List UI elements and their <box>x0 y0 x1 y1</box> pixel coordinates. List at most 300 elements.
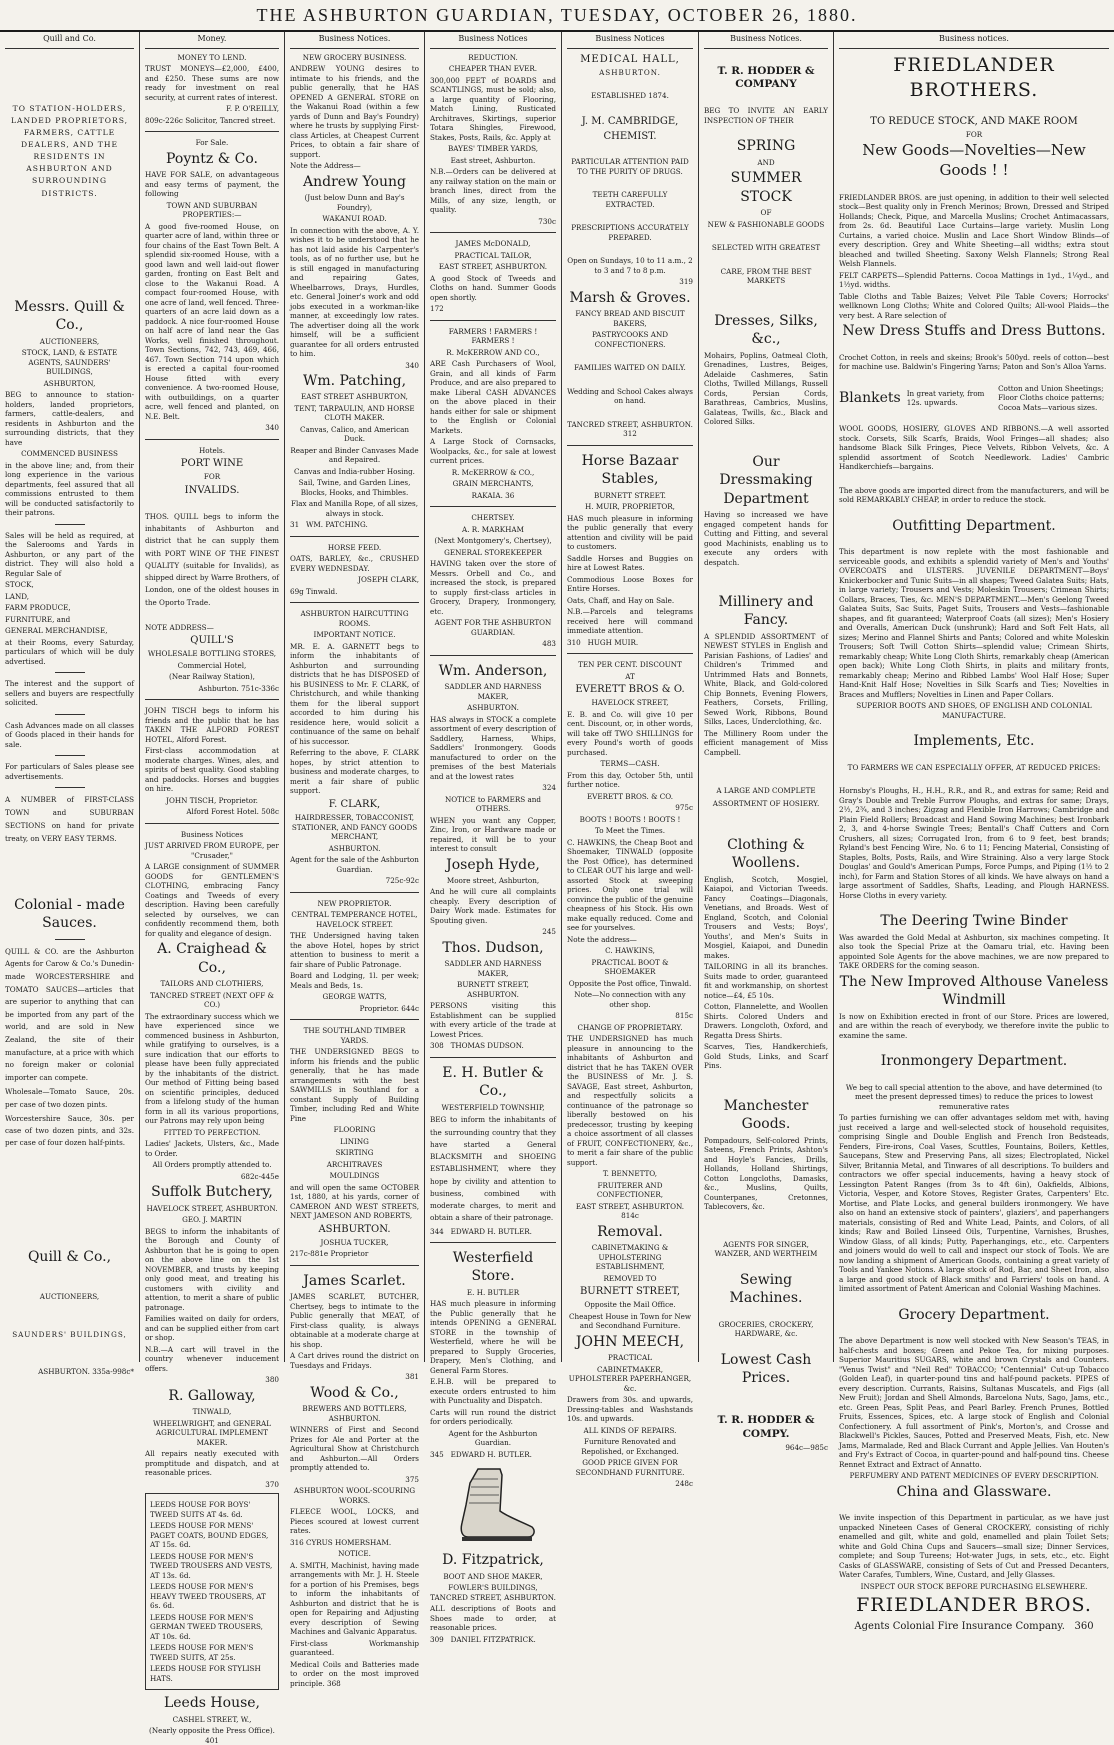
ref-number: 319 <box>679 277 693 287</box>
text-block: PRESCRIPTIONS ACCURATELY PREPARED. <box>571 223 689 242</box>
ref-number: 248c <box>675 1479 693 1489</box>
text-block: in the above line; and, from their long experience in the various departments, feel assured that all commissions entrusted to them will be conducted satisfactorily to their patrons. <box>5 460 134 518</box>
text-block: Saddle Horses and Buggies on hire at Lowest Rates. <box>567 553 693 573</box>
text-block: NOTE ADDRESS— <box>145 622 214 632</box>
section-heading: Sewing Machines. <box>729 1271 803 1307</box>
text-block: Drawers from 30s. and upwards, Dressing-tables and Washstands 10s. and upwards. <box>567 1395 693 1424</box>
firm-name: Poyntz & Co. <box>166 150 258 167</box>
text-block: FOWLER'S BUILDINGS, TANCRED STREET, ASHBURTON. <box>430 1583 556 1602</box>
text-block: BAYES' TIMBER YARDS, <box>447 144 539 154</box>
text-block: Cotton and Union Sheetings; Floor Cloths choice patterns; Cocoa Mats—various sizes. <box>998 383 1105 412</box>
column-quill <box>0 32 140 1377</box>
text-block: OF <box>760 208 772 218</box>
text-block: (Just below Dunn and Bay's Foundry), <box>304 193 405 212</box>
text-block: E. H. BUTLER <box>466 1287 520 1297</box>
ref-number: 975c <box>675 803 693 813</box>
text-block: Moore street, Ashburton, <box>446 875 540 885</box>
ref-number: 964c—985c <box>785 1443 828 1453</box>
text-block: Solicitor, Tancred street. <box>185 115 276 125</box>
text-block: Having so increased we have engaged competent hands for Cutting and Fitting, and several good Machinists, enabling us to execute any orders with despatch. <box>704 510 828 567</box>
text-block: NEW & FASHIONABLE GOODS <box>707 219 825 229</box>
text-block: East street, Ashburton. <box>450 155 536 165</box>
ref-number: 31 <box>290 520 300 530</box>
text-block: BEGS to inform the inhabitants of the Borough and County of Ashburton that he is going to open on the above line on the 1st NOVEMBER, and trusts by keeping only good meat, and treating his customers with civility and attention, to merit a share of public patronage. <box>145 1226 279 1312</box>
column-heading: Money. <box>145 32 279 49</box>
text-block: EDWARD H. BUTLER. <box>450 1226 532 1236</box>
text-block: TEETH CAREFULLY EXTRACTED. <box>592 190 668 209</box>
column-heading: Business notices. <box>839 32 1109 49</box>
text-block: Ladies' Jackets, Ulsters, &c., Made to Order. <box>145 1139 279 1158</box>
column-business-2 <box>425 32 562 1644</box>
ref-number: 725c-92c <box>385 876 419 886</box>
ref-number: 644c <box>401 1003 419 1013</box>
text-block: ALL KINDS OF REPAIRS. <box>583 1425 677 1435</box>
text-block: BURNETT STREET. <box>594 490 666 500</box>
text-block: GEORGE WATTS, <box>322 992 387 1002</box>
text-block: Table Cloths and Table Baizes; Velvet Pile Table Covers; Horrocks' wellknown Long Cloths; White and Colored Quilts; All-wool Plaids—the very best. A Rare selection of <box>839 291 1109 320</box>
section-heading: Business Notices <box>180 829 244 839</box>
text-block: Note—No connection with any other shop. <box>574 990 686 1009</box>
list-item: LEEDS HOUSE FOR STYLISH HATS. <box>150 1664 261 1683</box>
masthead-title: THE ASHBURTON GUARDIAN, TUESDAY, OCTOBER 26, 1880. <box>256 5 858 25</box>
text-block: C. HAWKINS, <box>605 946 655 956</box>
text-block: SUPERIOR BOOTS AND SHOES, OF ENGLISH AND COLONIAL MANUFACTURE. <box>856 701 1092 720</box>
column-business-3 <box>562 32 699 1489</box>
text-block: HAVELOCK STREET, <box>591 698 669 708</box>
text-block: PERSONS visiting this Establishment can be supplied with every article of the trade at Lowest Prices. <box>430 1001 556 1039</box>
text-block: A good five-roomed House, on quarter acre of land, within three or four chains of the East Town Belt. A splendid six-roomed House, with a good lawn and well laid-out flower garden, fronting on East Belt and close to the Wakanui Road. A compact four-roomed House, with one acre of land, well fenced. Three-quarters of an acre laid down as a paddock. A nice four-roomed House on half acre of land near the Gas Works, well finished throughout. Town Sections, 742, 743, 469, 466, 467. Town Section 714 upon which is erected a capital four-roomed House fitted with every convenience. A two-roomed House, with outbuildings, on a quarter acre, well fenced and planted, on N.E. Belt. <box>145 221 279 421</box>
text-block: SADDLER AND HARNESS MAKER, <box>444 959 542 978</box>
ref-number: 508c <box>261 807 279 817</box>
masthead <box>0 0 1114 32</box>
section-heading: MONEY TO LEND. <box>177 52 247 62</box>
text-block: A Large Stock of Cornsacks, Woolpacks, &c., for sale at lowest current prices. <box>430 437 556 466</box>
section-heading: CHANGE OF PROPRIETARY. <box>577 1022 683 1032</box>
text-block: N.B.—A cart will travel in the country whenever inducement offers. <box>145 1344 279 1373</box>
text-block: Tinwald. <box>306 586 338 596</box>
list-item: GENERAL MERCHANDISE, <box>5 626 108 636</box>
text-block: Note the address— <box>567 934 637 944</box>
section-heading: China and Glassware. <box>896 1483 1052 1500</box>
firm-name: EVERETT BROS & O. <box>575 684 685 696</box>
section-heading: The Deering Twine Binder <box>880 913 1068 930</box>
text-block: WHEELWRIGHT, and GENERAL AGRICULTURAL IMPLEMENT MAKER. <box>153 1418 271 1447</box>
text-block: Agent for the sale of the Ashburton Guardian. <box>290 855 419 874</box>
text-block: ANDREW YOUNG desires to intimate to his friends, and the public generally, that he HAS OPENED A GENERAL STORE on the Wakanui Road (within a few yards of Dunn and Bay's Foundry) where he trusts by supplying First-class Articles, at Cheapest Current Prices, to obtain a fair share of support. <box>290 64 419 159</box>
text-block: CABINETMAKER, UPHOLSTERER PAPERHANGER, &c. <box>568 1364 692 1393</box>
text-block: FOR <box>203 472 221 482</box>
text-block: BEG to inform the inhabitants of the surrounding country that they have started a General BLACKSMITH and SHOEING ESTABLISHMENT, where they hope by civility and attention to business, combined with moderate charges, to merit and obtain a share of their patronage. <box>430 1115 556 1223</box>
text-block: WINNERS of First and Second Prizes for Ale and Porter at the Agricultural Show at Christchurch and Ashburton.—All Orders promptly attended to. <box>290 1425 419 1473</box>
text-block: OATS, BARLEY, &c., CRUSHED EVERY WEDNESDAY. <box>290 554 419 573</box>
text-block: WOOL GOODS, HOSIERY, GLOVES AND RIBBONS.—A well assorted stock. Corsets, Silk Scarfs, Braids, Wool Fringes—all shades; also handsome Black Silk Fringes, Piece Velvets, Ribbon Velvets, &c. A splendid assortment of Scotch Needlework. Ladies' Cambric Handkerchiefs—bargains. <box>839 424 1109 472</box>
text-block: RAKAIA. <box>471 490 503 500</box>
list-item: MOULDINGS <box>329 1171 380 1181</box>
firm-name: D. Fitzpatrick, <box>442 1552 544 1569</box>
text-block: Wedding and School Cakes always on hand. <box>567 386 693 406</box>
text-block: Cheapest House in Town for New and Secondhand Furniture. <box>568 1311 692 1331</box>
text-block: CASHEL STREET, W., <box>172 1714 252 1724</box>
firm-name: Quill & Co., <box>27 1248 112 1265</box>
text-block: For particulars of Sales please see advertisements. <box>5 762 134 781</box>
text-block: E.H.B. will be prepared to execute orders entrusted to him with Punctuality and Dispatch. <box>430 1377 556 1406</box>
column-heading: Business Notices <box>430 32 556 49</box>
firm-name: Andrew Young <box>303 173 406 190</box>
firm-name: A. Craighead & Co., <box>157 941 267 976</box>
ref-number: 730c <box>538 216 556 226</box>
ref-number: 217c-881e <box>290 1249 329 1259</box>
text-block: The above Department is now well stocked with New Season's TEAS, in half-chests and boxes; Green and Pekoe Tea, for mixing purposes. Superior Mauritius SUGARS, white and brown Crystals and Counters. "Venus Twist" and "Neil Red" TOBACCO; "Centennial" Cut-up Tobacco (Golden Leaf), in quarter-pound tins and half-pound packets. PIPES of every description. Currants, Raisins, Sultanas Muscatels, and Figs (all New Fruit); Jordan and Shell Almonds, Barcelona Nuts, Sago, Jams, etc., etc. Green Peas, Split Peas, and Pearl Barley. French Prunes, Bottled Fruits, Essences, Spices, etc. A large stock of English and Colonial Confectionery. A full assortment of Pink's, Morton's, and Crosse and Blackwell's Pickles, Sauces, Potted and Preserved Meats, Fish, etc. New Jams, Marmalade, Red and Black Currant and Apple Jellies. Van Houten's and Fry's Extract of Cocoa, in quarter-pound and half-pound tins. Cheese Rennet Extract and Extract of Annatto. <box>839 1336 1109 1469</box>
text-block: Proprietor. <box>359 1003 399 1013</box>
text-block: FRIEDLANDER BROS. are just opening, in addition to their well selected stock—Best quality only in French Merinos; Brown, Dressed and Striped Hollands; Check, Pique, and Marcella Muslins; Crochet Antimacassars, from 2s. 6d. Beautiful Lace Curtains—large variety. Muslin Long Curtains, a varied choice. Muslin and Lace Short Window Blinds—of every description. Grey and White Sheeting—all widths; extra stout bleached and twilled Sheeting. Saxony Welsh Flannels; Strong Real Welsh Flannels. <box>839 192 1109 269</box>
text-block: GOOD PRICE GIVEN FOR SECONDHAND FURNITURE. <box>575 1458 685 1477</box>
text-block: ASHBURTON. <box>328 843 381 853</box>
text-block: The above goods are imported direct from the manufacturers, and will be sold REMARKABLY CHEAP, in order to reduce the stock. <box>839 485 1109 505</box>
text-block: (Nearly opposite the Press Office). <box>149 1726 275 1736</box>
ref-number: 324 <box>542 783 556 793</box>
text-block: Families waited on daily for orders, and can be supplied either from cart or shop. <box>145 1314 279 1343</box>
text-block: GEO. J. MARTIN <box>182 1215 242 1225</box>
list-item: STOCK, <box>5 580 34 590</box>
ref-number: 401 <box>205 1735 219 1745</box>
text-block: Pompadours, Self-colored Prints, Sateens, French Prints, Ashton's and Hoyle's Fancies, Drills, Hollands, Holland Shirtings, Cotton Longcloths, Damasks, &c., Muslins, Quilts, Counterpanes, Cretonnes, Tablecovers, &c. <box>704 1135 828 1212</box>
text-block: Canvas and India-rubber Hosing. <box>294 466 415 476</box>
firm-name: Wm. Anderson, <box>438 662 548 679</box>
text-block: PRACTICAL BOOT & SHOEMAKER <box>591 957 669 977</box>
ref-number: 308 <box>430 1041 444 1051</box>
list-item: FURNITURE, and <box>5 614 71 624</box>
text-block: BURNETT STREET, ASHBURTON. <box>457 980 529 999</box>
firm-name: Marsh & Groves. <box>569 289 691 306</box>
text-block: SPRING <box>736 138 796 155</box>
list-item: FARM PRODUCE, <box>5 603 71 613</box>
text-block: CABINETMAKING & UPHOLSTERING ESTABLISHMENT, <box>591 1243 669 1272</box>
text-block: ARE Cash Purchasers of Wool, Grain, and all kinds of Farm Produce, and are also prepared to make Liberal CASH ADVANCES on the above placed in their hands either for sale or shipment to the English or Colonial Markets. <box>430 359 556 435</box>
text-block: EAST STREET, ASHBURTON. <box>575 1201 685 1211</box>
section-heading: Millinery and Fancy. <box>718 594 814 629</box>
text-block: BURNETT STREET, <box>579 1286 681 1298</box>
text-block: EAST STREET ASHBURTON, <box>301 392 408 402</box>
text-block: (Next Montgomery's, Chertsey), <box>434 536 552 546</box>
text-block: The interest and the support of sellers and buyers are respectfully solicited. <box>5 679 134 708</box>
text-block: Scarves, Ties, Handkerchiefs, Gold Studs, Links, and Scarf Pins. <box>704 1042 828 1071</box>
list-item: ARCHITRAVES <box>326 1159 383 1169</box>
ref-number: 368 <box>327 1678 341 1688</box>
text-block: Proprietor <box>330 1249 369 1259</box>
text-block: Medical Coils and Batteries made to order on the most improved principle. <box>290 1659 419 1688</box>
firm-name: Leeds House, <box>163 1695 261 1712</box>
text-block: R. McKERROW & CO., <box>451 467 535 477</box>
text-block: Wholesale—Tomato Sauce, 20s. per case of two dozen pints. <box>5 1087 134 1109</box>
text-block: BEG to announce to station-holders, landed proprietors, farmers, cattle-dealers, and residents in Ashburton and the surrounding districts, that they have <box>5 390 134 447</box>
firm-name: J. M. CAMBRIDGE, <box>581 115 679 127</box>
firm-name: FRIEDLANDER BROTHERS. <box>893 53 1055 101</box>
section-heading: TEN PER CENT. DISCOUNT <box>578 660 682 670</box>
column-friedlander <box>834 32 1114 1633</box>
firm-name: Westerfield Store. <box>452 1250 534 1285</box>
text-block: REMOVED TO <box>603 1273 657 1283</box>
text-block: HAVE FOR SALE, on advantageous and easy terms of payment, the following <box>145 170 279 199</box>
section-heading: New Goods—Novelties—New Goods ! ! <box>862 141 1086 180</box>
firm-name: Horse Bazaar Stables, <box>581 452 679 488</box>
text-block: Flax and Manilla Rope, of all sizes, always in stock. <box>290 499 419 518</box>
text-block: Agent for the Ashburton Guardian. <box>448 1428 538 1448</box>
text-block: and will open the same OCTOBER 1st, 1880, at his yards, corner of CAMERON AND WEST STREETS, NEXT JAMESON AND ROBERTS, <box>290 1182 419 1221</box>
text-block: And he will cure all complaints cheaply. Every description of Dairy Work made. Estimates for Spouting given. <box>430 887 556 925</box>
section-heading: Grocery Department. <box>898 1306 1050 1323</box>
text-block: PORT WINE <box>180 458 244 470</box>
section-heading: NOTICE to FARMERS and OTHERS. <box>444 794 542 814</box>
firm-name: Joseph Hyde, <box>446 856 540 873</box>
text-block: Worcestershire Sauce, 30s. per case of two dozen pints, and 32s. per case of four dozen half-pints. <box>5 1113 134 1148</box>
text-block: FELT CARPETS—Splendid Patterns. Cocoa Mattings in 1yd., 1¼yd., and 1½yd. widths. <box>839 270 1109 290</box>
section-heading: For Sale. <box>195 138 229 148</box>
ref-number: 335a-998c* <box>92 1367 134 1377</box>
text-block: Crochet Cotton, in reels and skeins; Brook's 500yd. reels of cotton—best for machine use. Baldwin's Fingering Yarns; Paton and Son's Alloa Yarns. <box>839 352 1109 372</box>
firm-name: F. CLARK, <box>328 798 381 810</box>
section-heading: NEW PROPRIETOR. <box>317 898 392 908</box>
text-block: IMPORTANT NOTICE. <box>313 630 396 640</box>
text-block: INVALIDS. <box>184 484 240 496</box>
text-block: BEG TO INVITE AN EARLY INSPECTION OF THEIR <box>704 106 828 125</box>
text-block: WAKANUI ROAD. <box>322 214 387 224</box>
text-block: The extraordinary success which we have experienced since we commenced business in Ashburton, while gratifying to ourselves, is a sure indication that our efforts to please have been fully appreciated by the inhabitants of the district. Our method of Fitting being based on scientific principles, deduced from a lifelong study of the human form in all its various proportions, our Patrons may rely upon being <box>145 1011 279 1126</box>
text-block: C. HAWKINS, the Cheap Boot and Shoemaker, TINWALD (opposite the Post Office), has determined to CLEAR OUT his large and well-assorted Stock at sweeping prices. Only one trial will convince the public of the genuine cheapness of his Stock. His own make equally reduced. Come and see for yourselves. <box>567 837 693 933</box>
text-block: AUCTIONEERS, <box>39 1292 100 1302</box>
section-heading: Ironmongery Department. <box>880 1053 1068 1070</box>
text-block: GRAIN MERCHANTS, <box>452 479 534 489</box>
text-block: AGENT FOR THE ASHBURTON GUARDIAN. <box>434 618 552 637</box>
text-block: TRUST MONEYS—£2,000, £400, and £250. These sums are now ready for investment on real security, at current rates of interest. <box>145 64 279 102</box>
text-block: N.B.—Orders can be delivered at any railway station on the main or branch lines, direct from the Mills, of any size, length, or quality. <box>430 167 556 215</box>
section-heading: ASHBURTON WOOL-SCOURING WORKS. <box>293 1486 416 1505</box>
text-block: TINWALD, <box>192 1407 232 1417</box>
text-block: We invite inspection of this Department in particular, as we have just unpacked Nineteen Cases of General CROCKERY, consisting of richly enamelled and gilt, white and gold, enamelled and plain Toilet Sets; white and Gold China Cups and Saucers—small size; Dinner Services, complete; and Soup Tureens; Hot-water Jugs, in sets, etc., etc. Eight Casks of GLASSWARE, consisting of Sets of Cut and Pressed Decanters, Water Carafes, Tumblers, Wine, Custard, and Jelly Glasses. <box>839 1513 1109 1580</box>
text-block: Referring to the above, F. CLARK hopes, by strict attention to business and moderate charges, to merit a fair share of public support. <box>290 748 419 796</box>
text-block: WHEN you want any Copper, Zinc, Iron, or Hardware made or repaired, it will be to your interest to consult <box>430 815 556 854</box>
section-heading: Clothing & Woollens. <box>727 836 805 872</box>
text-block: TO FARMERS WE CAN ESPECIALLY OFFER, AT REDUCED PRICES: <box>847 762 1101 772</box>
text-block: A SPLENDID ASSORTMENT of NEWEST STYLES in English and Parisian Fashions, of Ladies' and Children's Trimmed and Untrimmed Hats and Bonnets, White, Black, and Gold-colored Chip Bonnets, Evening Flowers, Feathers, Corsets, Frilling, Sewed Work, Ribbons, Bound Silks, Laces, Underclothing, &c. <box>704 631 828 727</box>
ref-number: 172 <box>430 304 444 314</box>
text-block: In connection with the above, A. Y. wishes it to be understood that he has not laid aside his Carpenter's tools, as of no further use, but he is still engaged in manufacturing and repairing Gates, Wheelbarrows, Drays, Hurdles, etc. General Joiner's work and odd jobs executed in a workman-like manner, at exceedingly low rates. The advertiser doing all the work himself, will be a sufficient guarantee for all orders entrusted to him. <box>290 225 419 359</box>
firm-name: Removal. <box>597 1223 663 1240</box>
text-block: PASTRYCOOKS AND CONFECTIONERS. <box>592 330 668 349</box>
firm-name: T. R. HODDER & COMPY. <box>717 1413 815 1440</box>
text-block: GROCERIES, CROCKERY, HARDWARE, &c. <box>718 1319 814 1339</box>
text-block: First-class accommodation at moderate charges. Wines, ales, and spirits of best quality. Good stabling and paddocks. Horses and buggies on hire. <box>145 746 279 794</box>
text-block: FAMILIES WAITED ON DAILY. <box>574 363 686 373</box>
ref-number: 360 <box>1074 1621 1094 1633</box>
text-block: H. MUIR, PROPRIETOR, <box>585 502 675 512</box>
section-heading: NOTICE. <box>338 1549 371 1559</box>
ref-number: 375 <box>405 1474 419 1484</box>
text-block: In great variety, from 12s. upwards. <box>906 388 985 408</box>
text-block: PARTICULAR ATTENTION PAID TO THE PURITY OF DRUGS. <box>571 157 689 176</box>
ref-number: 751c-336c <box>241 683 279 693</box>
ref-number: 345 <box>430 1449 444 1459</box>
list-item: LEEDS HOUSE FOR MEN'S GERMAN TWEED TROUSERS, AT 10s. 6d. <box>150 1612 263 1641</box>
firm-name: FRIEDLANDER BROS. <box>856 1594 1092 1617</box>
text-block: TANCRED STREET (NEXT OFF & CO.) <box>150 990 274 1010</box>
ref-number: 309 <box>430 1634 444 1644</box>
text-block: N.B.—Parcels and telegrams received here will command immediate attention. <box>567 607 693 636</box>
text-block: Hornsby's Ploughs, H., H.H., R.R., and R., and extras for same; Reid and Gray's Double and Treble Furrow Ploughs, and extras for same; Drays, 2½, 2¾, and 3 inches; Zigzag and Flexible Iron Harrows; Cambridge and Plain Field Rollers; Broadcast and Hand Sowing Machines; best Ironbark 2, 3, and 4-horse Swingle Trees; Bentall's Chaff Cutters and Corn Crushers, all sizes; Corrugated Iron, from 6 to 9 feet, best brands; Ryland's best Fencing Wire, No. 6 to 11; Fencing Material, Consisting of Staples, Bolts, Posts, Rails, and Wire Straining. Also a very large Stock Douglas' and Gould's American Pumps, Force Pumps, and Piping (1½ to 2 inch), for Farm and Station Stores of all kinds. We have always on hand a large assortment of Saddles, Shafts, Leading, and Plough HARNESS. Horse Cloths in every variety. <box>839 786 1109 900</box>
ref-number: 815c <box>675 1011 693 1021</box>
firm-role: AUCTIONEERS, <box>39 336 100 346</box>
text-block: (Near Railway Station), <box>169 672 255 682</box>
text-block: To parties furnishing we can offer advantages seldom met with, having just received a large and well-selected stock of household requisites, comprising Single and Double English and French Iron Bedsteads, Fenders, Fire-irons, Coal Vases, Scuttles, Fountains, Boilers, Kettles, Saucepans, Stew and Preserving Pans, all sizes; Electroplated, Nickel Silver, Britannia Metal, and Tinwares of all descriptions. To builders and contractors we offer special inducements, having a heavy stock of Lessington Patent Ranges (from 3s to 4ft 6in), Oakfields, Albions, Victoria, Vesper, and Kotore Stoves, Register Grates, Carpenters' Etc. Mortise, and Plate Locks, and general builders ironmongery. We have also on hand an extensive stock of painters', glaziers', and paperhangers materials, consisting of Red and White Lead, Paints, and Colors, of all kinds; Raw and Boiled Linseed Oils, Turpentine, Varnishes, Brushes, Window Glass, of all kinds; Putty, Paperhangings, etc., etc. Carpenters and joiners would do well to call and inspect our stock of Tools. We are now landing a shipment of American Goods, containing a great variety of Tools and Yankee Notions. A large stock of Rod, Bar, and Sheet Iron, also a large and good stock of Black smiths' and Farriers' tools on hand. A limited assortment of Patent American and Colonial Washing Machines. <box>839 1113 1109 1294</box>
ref-number: 682c-445e <box>240 1171 279 1181</box>
ref-number: 809c-226c <box>145 115 183 125</box>
ref-number: 380 <box>265 1375 279 1385</box>
list-item: LEEDS HOUSE FOR MEN'S TWEED SUITS, AT 25s. <box>150 1643 254 1662</box>
text-block: QUILL & CO. are the Ashburton Agents for Carow & Co.'s Dunedin-made WORCESTERSHIRE and TOMATO SAUCES—articles that are superior to anything that can be imported from any part of the world, and are sold in New Zealand, the site of their manufacture, at a price with which no foreign maker or colonial importer can compete. <box>5 946 134 1082</box>
text-block: THE Undersigned having taken the above Hotel, hopes by strict attention to business to merit a fair share of Public Patronage. <box>290 931 419 969</box>
text-block: PERFUMERY AND PATENT MEDICINES OF EVERY DESCRIPTION. <box>849 1471 1099 1481</box>
text-block: BOOT AND SHOE MAKER, <box>443 1571 543 1581</box>
text-block: THOMAS DUDSON. <box>450 1041 524 1051</box>
ref-number: 483 <box>542 639 556 649</box>
text-block: AT <box>625 671 635 681</box>
text-block: Was awarded the Gold Medal at Ashburton, six machines competing. It also took the Special Prize at the Oamaru trial, etc. Having been appointed Sole Agents for the above machines, we are now prepared to TAKE ORDERS for the coming season. <box>839 932 1109 971</box>
ref-number: 381 <box>405 1372 419 1382</box>
list-item: LEEDS HOUSE FOR BOYS' TWEED SUITS AT 4s. 6d. <box>150 1500 251 1519</box>
ref-number: 340 <box>265 423 279 433</box>
text-block: WESTERFIELD TOWNSHIP, <box>441 1102 545 1112</box>
text-block: HAS much pleasure in informing the public generally that every attention and civility will be paid to customers. <box>567 513 693 552</box>
text-block: HAS much pleasure in informing the Public generally that he intends OPENING a GENERAL STORE in the township of Westerfield, where he will be prepared to Supply Groceries, Drapery, Men's Clothing, and General Farm Stores. <box>430 1299 556 1375</box>
text-block: CENTRAL TEMPERANCE HOTEL, HAVELOCK STREET. <box>291 910 418 929</box>
text-block: SELECTED WITH GREATEST <box>711 243 821 253</box>
text-block: 300,000 FEET of BOARDS and SCANTLINGS, must be sold; also, a large quantity of Flooring, Match Lining, Rusticated Architraves, Skirtings, superior Totara Shingles, Firewood, Stakes, Posts, Rails, &c. Apply at <box>430 75 556 142</box>
column-heading: Quill and Co. <box>5 32 134 49</box>
text-block: WHOLESALE BOTTLING STORES, <box>147 649 277 659</box>
list-item: LAND, <box>5 591 30 601</box>
text-block: Furniture Renovated and Repolished, or Exchanged. <box>581 1437 679 1456</box>
text-block: To Meet the Times. <box>594 826 666 836</box>
section-heading: Colonial - made Sauces. <box>14 896 125 932</box>
text-block: The Millinery Room under the efficient management of Miss Campbell. <box>704 728 828 757</box>
text-block: Oats, Chaff, and Hay on Sale. <box>567 595 675 605</box>
text-block: E. B. and Co. will give 10 per cent. Discount, or, in other words, will take off TWO SHILLINGS for every Pound's worth of goods purchased. <box>567 709 693 757</box>
text-block: CYRUS HOMERSHAM. <box>306 1537 392 1547</box>
column-heading: Business Notices. <box>290 32 419 49</box>
list-item: FLOORING <box>333 1125 376 1135</box>
text-block: TERMS—CASH. <box>600 759 660 769</box>
firm-name: E. H. Butler & Co., <box>442 1064 544 1100</box>
text-block: A good Stock of Tweeds and Cloths on hand. Summer Goods open shortly. <box>430 273 556 302</box>
text-block: English, Scotch, Mosgiel, Kaiapoi, and Victorian Tweeds. Fancy Coatings—Diagonals, Venetians, and Broads. West of England, Scotch, and Colonial Trousers and Vests; Boys', Youths', and Men's Suits in Mosgiel, Kaiapoi, and Dunedin makes. <box>704 874 828 960</box>
firm-name: JAMES McDONALD, <box>455 239 531 249</box>
text-block: EAST STREET, ASHBURTON. <box>438 262 548 272</box>
firm-name: James Scarlet. <box>303 1272 406 1289</box>
section-heading: FARMERS ! FARMERS ! FARMERS ! <box>448 326 538 346</box>
ref-number: 340 <box>405 360 419 370</box>
text-block: Is now on Exhibition erected in front of our Store. Prices are lowered, and are within the reach of everybody, we therefore invite the public to examine the same. <box>839 1011 1109 1040</box>
text-block: WM. PATCHING. <box>306 520 368 530</box>
text-block: F. P. O'REILLY, <box>226 104 279 114</box>
text-block: JOSEPH CLARK, <box>358 575 419 585</box>
section-heading: New Dress Stuffs and Dress Buttons. <box>842 323 1106 340</box>
column-money <box>140 32 285 1745</box>
text-block: Mohairs, Poplins, Oatmeal Cloth, Grenadines, Lustres, Beiges, Adelaide Cashmeres, Satin Cloths, Twilled Millangs, Russell Cords, Persian Cords, Barathreas, Cambrics, Muslins, Galateas, Twills, &c., Black and Colored Silks. <box>704 350 828 427</box>
firm-name: T. R. HODDER & COMPANY <box>717 64 815 91</box>
text-block: Carts will run round the district for orders periodically. <box>430 1407 556 1427</box>
ref-number: 814c <box>621 1211 639 1221</box>
text-block: PRACTICAL <box>607 1353 653 1363</box>
text-block: Agents Colonial Fire Insurance Company. <box>854 1621 1065 1633</box>
ref-number: 36 <box>505 490 515 500</box>
firm-town: ASHBURTON, <box>43 378 96 388</box>
text-block: ESTABLISHED 1874. <box>591 91 669 101</box>
firm-name: Messrs. Quill & Co., <box>14 298 125 334</box>
section-heading: Dresses, Silks, &c., <box>714 312 818 348</box>
text-block: TENT, TARPAULIN, AND HORSE CLOTH MAKER. <box>294 403 415 423</box>
text-block: FLEECE WOOL, LOCKS, and Pieces scoured at lowest current rates. <box>290 1507 419 1536</box>
text-block: Cotton, Flannelette, and Woollen Shirts. Colored Unders and Drawers. Longcloth, Oxford, and Regatta Dress Shirts. <box>704 1002 828 1040</box>
text-block: Ashburton. <box>198 683 239 693</box>
text-block: AND <box>757 157 775 167</box>
text-block: CHEAPER THAN EVER. <box>448 64 538 74</box>
text-block: Board and Lodging, 1l. per week; Meals and Beds, 1s. <box>290 971 419 990</box>
text-block: This department is now replete with the most fashionable and serviceable goods, and exhibits a splendid variety of Men's and Youths' OVERCOATS and ULSTERS. JUVENILE DEPARTMENT—Boys' Knickerbocker and Tunic Suits—in all shapes; Tweed Galatea Suits; Hats, in large variety; Trousers and Vests; Moleskin Trousers; Crimean Shirts; Collars, Braces, Ties, &c. MEN'S DEPARTMENT.—Men's Geelong Tweed Galatea Suits, Sac Suits, Paget Suits, Trousers and Vests—fashionable shapes, and fit guaranteed; Waterproof Coats (all sizes); Men's Hosiery and Overalls, American Duck (unshrunk); Hard and Soft Felt Hats, all sizes; Merino and Flannel Shirts and Pants; Colored and white Moleskin Trousers; Soft Twill Cotton Shirts—splendid value; Crimean Shirts, remarkably cheap; White Long Cloth Shirts, remarkably cheap (American open back); White Long Cloth Shirts, in plaits and military fronts, remarkably cheap; Merino and Ribbed Lambs' Wool Half Hose; Super Hand-Knit Half Hose; Novelties in Silk Scarfs and Ties; Novelties in Braces and Mufflers; Novelties in Linen and Paper Collars. <box>839 547 1109 699</box>
section-heading: MEDICAL HALL, <box>580 53 680 65</box>
text-block: Opposite the Mail Office. <box>584 1300 676 1310</box>
firm-name: Thos. Dudson, <box>442 939 544 956</box>
text-block: T. BENNETTO, <box>602 1169 658 1179</box>
text-block: at their Rooms, every Saturday, particulars of which will be duly advertised. <box>5 637 134 666</box>
text-block: SADDLER AND HARNESS MAKER, <box>444 682 542 701</box>
text-block: ASHBURTON. <box>38 1367 90 1377</box>
section-heading: Blankets <box>839 389 901 406</box>
to-notice: TO STATION-HOLDERS, LANDED PROPRIETORS, FARMERS, CATTLE DEALERS, AND THE RESIDENTS IN ASHBURTON AND SURROUNDING DISTRICTS. <box>10 103 129 198</box>
text-block: A LARGE AND COMPLETE ASSORTMENT OF HOSIERY. <box>712 786 820 808</box>
section-heading: REDUCTION. <box>468 52 518 62</box>
text-block: JAMES SCARLET, BUTCHER, Chertsey, begs to intimate to the Public generally that MEAT, of First-class quality, is always obtainable at a moderate charge at his shop. <box>290 1292 419 1349</box>
firm-name: Suffolk Butchery, <box>151 1184 273 1201</box>
text-block: CARE, FROM THE BEST MARKETS <box>720 266 812 286</box>
column-heading: Business Notices <box>567 32 693 49</box>
column-hodder <box>699 32 834 1453</box>
text-block: ALL descriptions of Boots and Shoes made to order, at reasonable prices. <box>430 1604 556 1633</box>
text-block: Open on Sundays, 10 to 11 a.m., 2 to 3 and 7 to 8 p.m. <box>567 256 693 275</box>
text-block: THE UNDERSIGNED has much pleasure in announcing to the inhabitants of Ashburton and district that he has TAKEN OVER the BUSINESS of Mr. J. S. SAVAGE, East street, Ashburton, and respectfully solicits a continuance of the patronage so liberally bestowed on his predecessor, trusting by keeping a choice assortment of all classes of FRUIT, CONFECTIONERY, &c., to merit a fair share of the public support. <box>567 1034 693 1167</box>
text-block: Reaper and Binder Canvases Made and Repaired. <box>290 445 419 465</box>
firm-address: STOCK, LAND, & ESTATE AGENTS, SAUNDERS' BUILDINGS, <box>21 348 118 377</box>
section-heading: Lowest Cash Prices. <box>720 1351 812 1387</box>
text-block: TAILORS AND CLOTHIERS, <box>160 979 264 989</box>
text-block: TO REDUCE STOCK, AND MAKE ROOM <box>870 115 1078 127</box>
text-block: GENERAL STOREKEEPER <box>444 547 542 557</box>
text-block: A NUMBER of FIRST-CLASS TOWN and SUBURBAN SECTIONS on hand for private treaty, on VERY EASY TERMS. <box>5 795 134 843</box>
text-block: FITTED TO PERFECTION. <box>163 1127 261 1137</box>
text-block: ASHBURTON. <box>599 67 661 77</box>
text-block: ASHBURTON. <box>467 703 519 713</box>
text-block: INSPECT OUR STOCK BEFORE PURCHASING ELSEWHERE. <box>860 1581 1088 1591</box>
text-block: TANCRED STREET, ASHBURTON. <box>567 419 693 429</box>
text-block: HAVELOCK STREET, ASHBURTON. <box>146 1203 278 1213</box>
ref-number: 370 <box>265 1479 279 1489</box>
boot-icon <box>448 1465 538 1545</box>
text-block: HAS always in STOCK a complete assortment of every description of Saddlery, Harness, Whips, Saddlers' Ironmongery. Goods manufactured to order on the premises of the best Materials and at the lowest rates <box>430 714 556 781</box>
text-block: JOHN TISCH begs to inform his friends and the public that he has TAKEN THE ALFORD FOREST HOTEL, Alford Forest. <box>145 706 279 744</box>
section-heading: THE SOUTHLAND TIMBER YARDS. <box>303 1026 406 1045</box>
text-block: FANCY BREAD AND BISCUIT BAKERS, <box>575 309 685 328</box>
text-block: CHEMIST. <box>603 130 657 142</box>
text-block: AGENTS FOR SINGER, WANZER, AND WERTHEIM <box>714 1239 818 1259</box>
text-block: JUST ARRIVED FROM EUROPE, per "Crusader," <box>145 841 279 860</box>
